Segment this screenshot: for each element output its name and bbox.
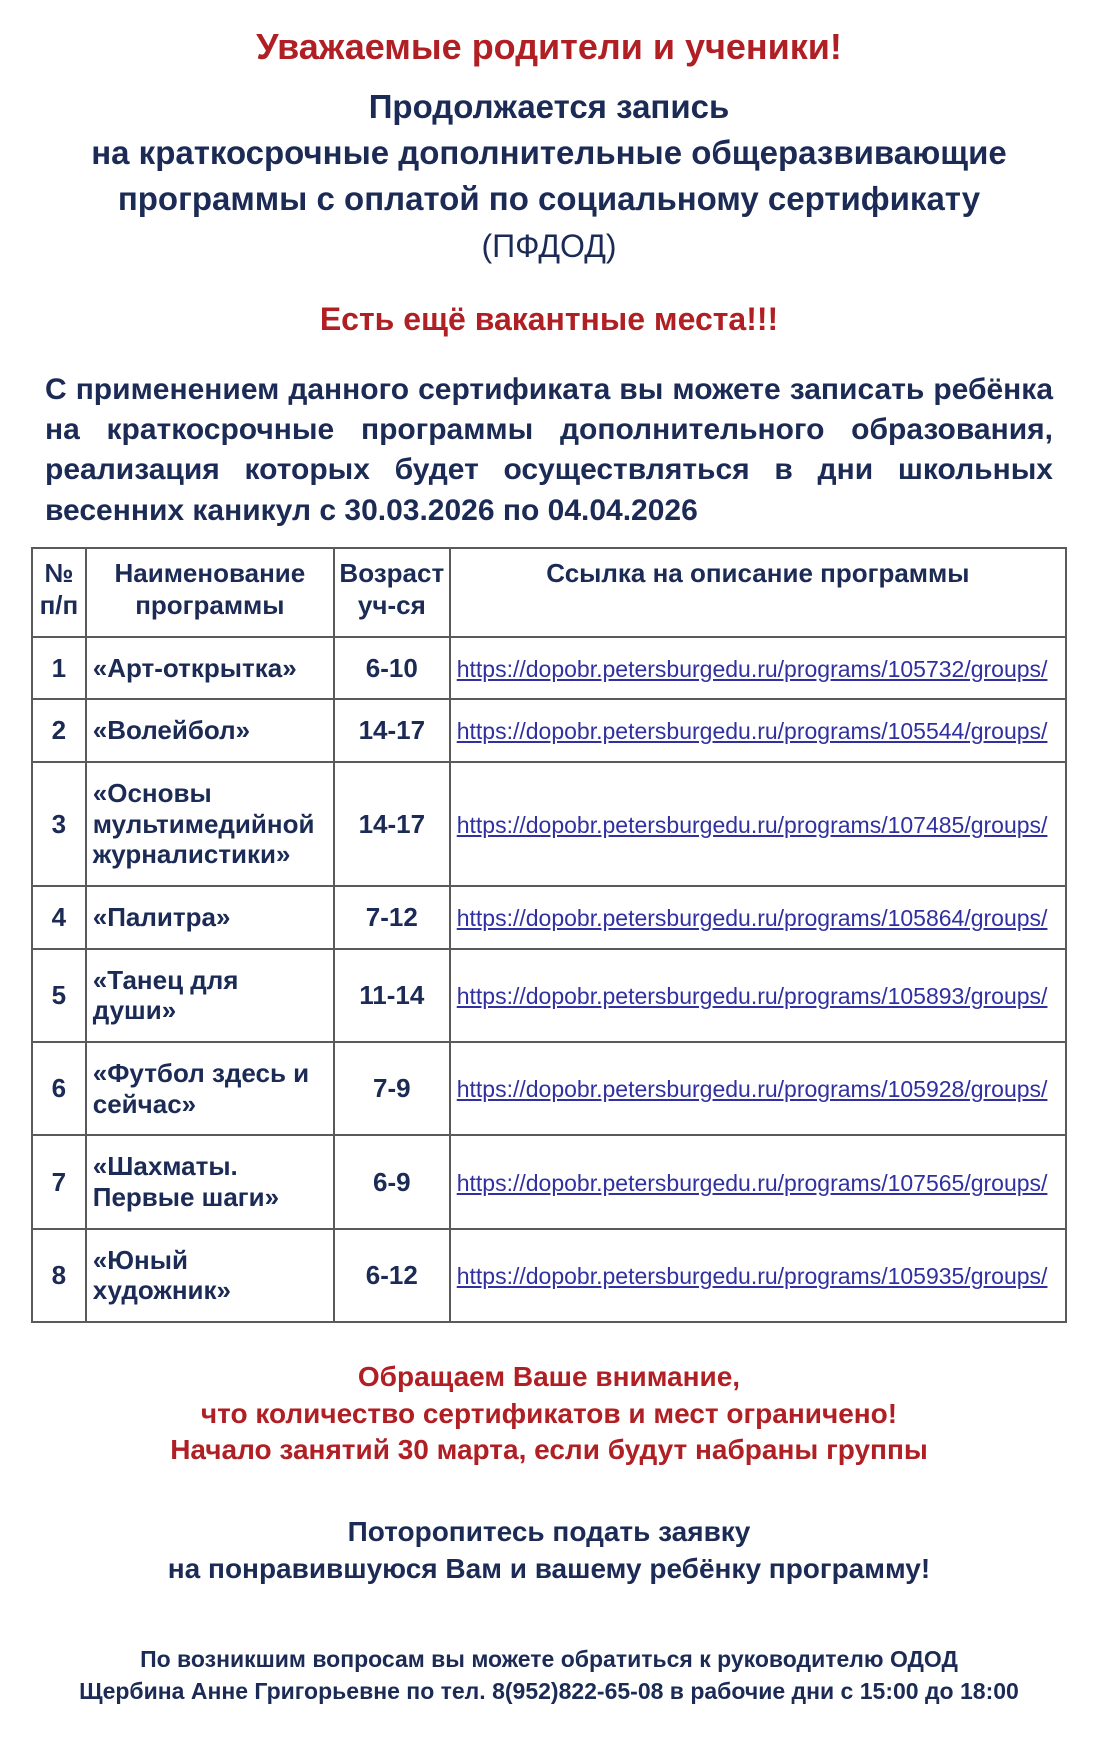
notice-line: Обращаем Ваше внимание, bbox=[357, 1361, 741, 1393]
hurry-line: на понравившуюся Вам и вашему ребёнку программу! bbox=[167, 1552, 931, 1584]
table-row bbox=[32, 699, 1066, 762]
subtitle-block bbox=[31, 84, 1067, 223]
table-row bbox=[32, 886, 1066, 949]
table-header-row bbox=[32, 548, 1066, 637]
row-number: 1 bbox=[32, 637, 86, 700]
program-age: 6-10 bbox=[334, 637, 450, 700]
row-number: 5 bbox=[32, 949, 86, 1042]
row-number: 4 bbox=[32, 886, 86, 949]
program-name: «Футбол здесь и сейчас» bbox=[86, 1042, 334, 1135]
subtitle-line: на краткосрочные дополнительные общеразвивающие bbox=[91, 134, 1007, 172]
table-row bbox=[32, 762, 1066, 886]
col-header-name: Наименование программы bbox=[86, 548, 334, 637]
program-name: «Палитра» bbox=[86, 886, 334, 949]
col-header-age: Возраст уч-ся bbox=[334, 548, 450, 637]
vacancy-heading: Есть ещё вакантные места!!! bbox=[319, 300, 779, 337]
intro-paragraph: С применением данного сертификата вы можете записать ребёнка на краткосрочные программы дополнительного образования, реализация которых будет осуществляться в дни школьных весенних каникул с 30.03.2026 по 04.04.2026 bbox=[45, 372, 1053, 527]
row-number: 7 bbox=[32, 1135, 86, 1228]
program-age: 14-17 bbox=[334, 699, 450, 762]
program-name: «Шахматы. Первые шаги» bbox=[86, 1135, 334, 1228]
table-row bbox=[32, 949, 1066, 1042]
program-age: 11-14 bbox=[334, 949, 450, 1042]
row-number: 6 bbox=[32, 1042, 86, 1135]
table-row bbox=[32, 1135, 1066, 1228]
program-link[interactable]: https://dopobr.petersburgedu.ru/programs/105935/groups/ bbox=[456, 1263, 1048, 1290]
hurry-block bbox=[31, 1514, 1067, 1587]
program-name: «Танец для души» bbox=[86, 949, 334, 1042]
footer-line: По возникшим вопросам вы можете обратиться к руководителю ОДОД bbox=[140, 1646, 958, 1673]
program-age: 6-12 bbox=[334, 1229, 450, 1322]
table-row bbox=[32, 1042, 1066, 1135]
program-age: 14-17 bbox=[334, 762, 450, 886]
notice-line: что количество сертификатов и мест ограничено! bbox=[200, 1397, 898, 1429]
col-header-link: Ссылка на описание программы bbox=[450, 548, 1066, 637]
program-link[interactable]: https://dopobr.petersburgedu.ru/programs/107565/groups/ bbox=[456, 1169, 1048, 1196]
programs-table bbox=[31, 547, 1067, 1323]
table-row bbox=[32, 1229, 1066, 1322]
program-link[interactable]: https://dopobr.petersburgedu.ru/programs/105544/groups/ bbox=[456, 718, 1048, 745]
notice-line: Начало занятий 30 марта, если будут набраны группы bbox=[170, 1433, 928, 1465]
hurry-line: Поторопитесь подать заявку bbox=[347, 1516, 751, 1548]
subtitle-line: программы с оплатой по социальному сертификату bbox=[117, 180, 981, 218]
subtitle-line: Продолжается запись bbox=[368, 88, 730, 125]
contact-footer bbox=[31, 1643, 1067, 1707]
program-name: «Юный художник» bbox=[86, 1229, 334, 1322]
program-name: «Арт-открытка» bbox=[86, 637, 334, 700]
row-number: 2 bbox=[32, 699, 86, 762]
program-link[interactable]: https://dopobr.petersburgedu.ru/programs/107485/groups/ bbox=[456, 811, 1048, 838]
program-name: «Основы мультимедийной журналистики» bbox=[86, 762, 334, 886]
table-row bbox=[32, 637, 1066, 700]
program-link[interactable]: https://dopobr.petersburgedu.ru/programs/105893/groups/ bbox=[456, 983, 1048, 1010]
program-age: 6-9 bbox=[334, 1135, 450, 1228]
col-header-num: № п/п bbox=[32, 548, 86, 637]
program-link[interactable]: https://dopobr.petersburgedu.ru/programs/105864/groups/ bbox=[456, 905, 1048, 932]
notice-block bbox=[31, 1359, 1067, 1468]
page-title: Уважаемые родители и ученики! bbox=[256, 26, 842, 67]
program-link[interactable]: https://dopobr.petersburgedu.ru/programs/105928/groups/ bbox=[456, 1076, 1048, 1103]
footer-line: Щербина Анне Григорьевне по тел. 8(952)822-65-08 в рабочие дни с 15:00 до 18:00 bbox=[79, 1678, 1019, 1705]
program-link[interactable]: https://dopobr.petersburgedu.ru/programs/105732/groups/ bbox=[456, 655, 1048, 682]
program-name: «Волейбол» bbox=[86, 699, 334, 762]
program-age: 7-12 bbox=[334, 886, 450, 949]
row-number: 8 bbox=[32, 1229, 86, 1322]
pfdod-note: (ПФДОД) bbox=[481, 227, 617, 264]
row-number: 3 bbox=[32, 762, 86, 886]
program-age: 7-9 bbox=[334, 1042, 450, 1135]
